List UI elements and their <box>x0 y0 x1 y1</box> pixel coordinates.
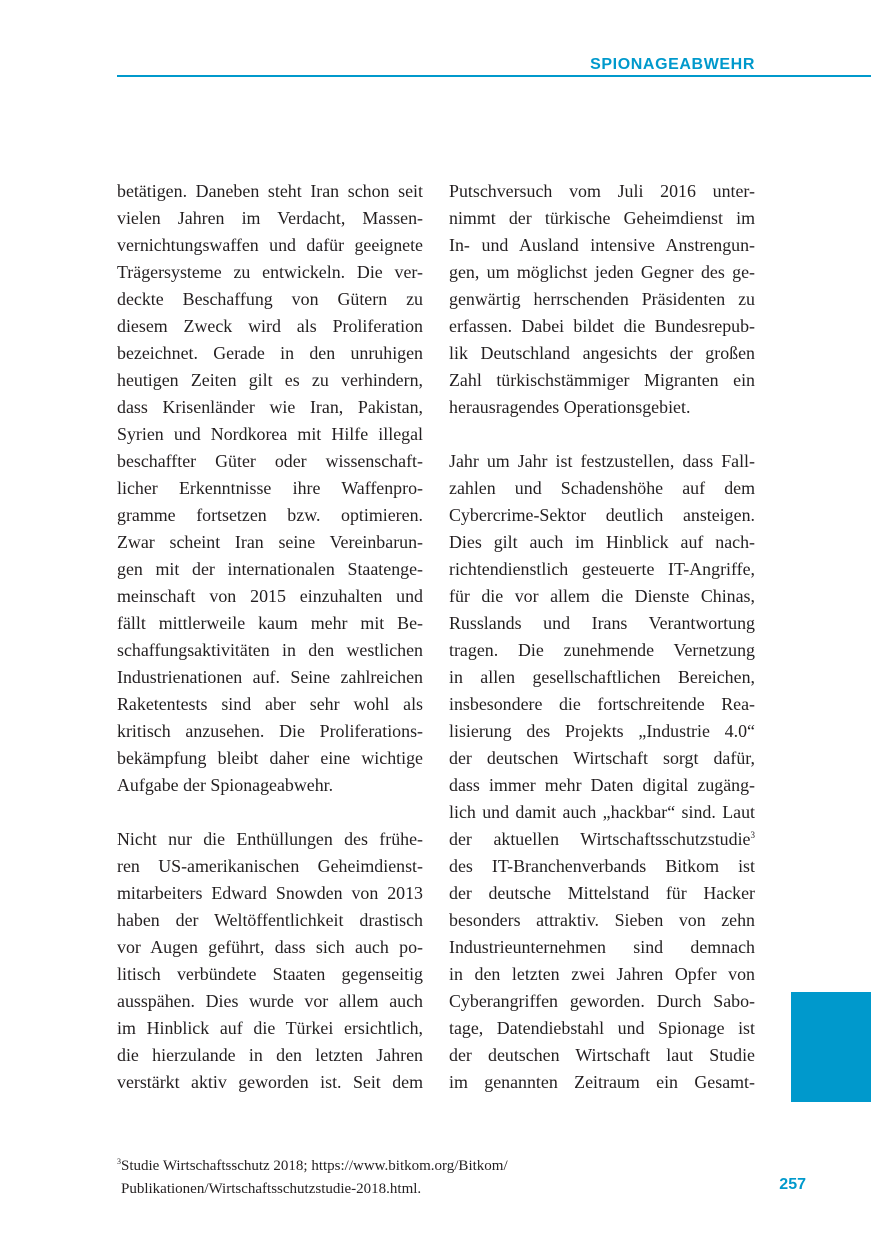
text-line: der deutschen Wirtschaft sorgt dafür, <box>449 748 755 768</box>
left-paragraph-1 <box>117 178 423 799</box>
left-paragraph-2 <box>117 826 423 1096</box>
text-line: in allen gesellschaftlichen Bereichen, <box>449 667 755 687</box>
text-line: richtendienstlich gesteuerte IT-Angriffe, <box>449 559 755 579</box>
text-line: Industrieunternehmen sind demnach <box>449 937 755 957</box>
text-line: Nicht nur die Enthüllungen des frühe- <box>117 829 423 849</box>
text-line: Russlands und Irans Verantwortung <box>449 613 755 633</box>
text-line: die hierzulande in den letzten Jahren <box>117 1045 423 1065</box>
text-line: Raketentests sind aber sehr wohl als <box>117 694 423 714</box>
text-line: lisierung des Projekts „Industrie 4.0“ <box>449 721 755 741</box>
text-line: fällt mittlerweile kaum mehr mit Be- <box>117 613 423 633</box>
footnote <box>117 1155 508 1201</box>
text-line: ren US-amerikanischen Geheimdienst- <box>117 856 423 876</box>
text-line: im genannten Zeitraum ein Gesamt- <box>449 1072 755 1092</box>
text-line: erfassen. Dabei bildet die Bundesrepub- <box>449 316 755 336</box>
text-line: besonders attraktiv. Sieben von zehn <box>449 910 755 930</box>
text-line: bezeichnet. Gerade in den unruhigen <box>117 343 423 363</box>
text-line: in den letzten zwei Jahren Opfer von <box>449 964 755 984</box>
text-line: Zahl türkischstämmiger Migranten ein <box>449 370 755 390</box>
right-paragraph-1 <box>449 178 755 421</box>
text-line: gramme fortsetzen bzw. optimieren. <box>117 505 423 525</box>
text-line: litisch verbündete Staaten gegenseitig <box>117 964 423 984</box>
text-line: meinschaft von 2015 einzuhalten und <box>117 586 423 606</box>
text-line: Aufgabe der Spionageabwehr. <box>117 775 334 795</box>
text-line: der deutsche Mittelstand für Hacker <box>449 883 755 903</box>
text-line: haben der Weltöffentlichkeit drastisch <box>117 910 423 930</box>
chapter-side-tab <box>791 992 871 1102</box>
text-line: der deutschen Wirtschaft laut Studie <box>449 1045 755 1065</box>
text-line: des IT-Branchenverbands Bitkom ist <box>449 856 755 876</box>
text-line: vielen Jahren im Verdacht, Massen- <box>117 208 423 228</box>
text-line: lich und damit auch „hackbar“ sind. Laut <box>449 802 755 822</box>
footnote-marker: 3 <box>117 1157 121 1166</box>
text-line-with-footnote <box>449 826 755 853</box>
text-line: deckte Beschaffung von Gütern zu <box>117 289 423 309</box>
text-line: beschaffter Güter oder wissenschaft- <box>117 451 423 471</box>
right-paragraph-2 <box>449 448 755 1096</box>
text-line: zahlen und Schadenshöhe auf dem <box>449 478 755 498</box>
text-line: kritisch anzusehen. Die Proliferations- <box>117 721 423 741</box>
text-line: insbesondere die fortschreitende Rea- <box>449 694 755 714</box>
text-line: für die vor allem die Dienste Chinas, <box>449 586 755 606</box>
text-line: nimmt der türkische Geheimdienst im <box>449 208 755 228</box>
text-line: herausragendes Operationsgebiet. <box>449 397 691 417</box>
text-line: heutigen Zeiten gilt es zu verhindern, <box>117 370 423 390</box>
text-line: lik Deutschland angesichts der großen <box>449 343 755 363</box>
text-line: vor Augen geführt, dass sich auch po- <box>117 937 423 957</box>
text-line: Jahr um Jahr ist festzustellen, dass Fall- <box>449 451 755 471</box>
text-line: gen, um möglichst jeden Gegner des ge- <box>449 262 755 282</box>
left-column <box>117 178 423 1123</box>
right-column <box>449 178 755 1123</box>
text-line: Trägersysteme zu entwickeln. Die ver- <box>117 262 423 282</box>
footnote-text: Studie Wirtschaftsschutz 2018; https://www.bitkom.org/Bitkom/ <box>121 1158 508 1174</box>
header-rule <box>117 75 871 77</box>
text-line: im Hinblick auf die Türkei ersichtlich, <box>117 1018 423 1038</box>
text-line: gen mit der internationalen Staatenge- <box>117 559 423 579</box>
text-line: Cybercrime-Sektor deutlich ansteigen. <box>449 505 755 525</box>
page-number: 257 <box>779 1176 806 1193</box>
text-line: Cyberangriffen geworden. Durch Sabo- <box>449 991 755 1011</box>
text-line: In- und Ausland intensive Anstrengun- <box>449 235 755 255</box>
text-line: Syrien und Nordkorea mit Hilfe illegal <box>117 424 423 444</box>
text-line: ausspähen. Dies wurde vor allem auch <box>117 991 423 1011</box>
text-line: Industrienationen auf. Seine zahlreichen <box>117 667 423 687</box>
text-line: betätigen. Daneben steht Iran schon seit <box>117 181 423 201</box>
text-line: dass Krisenländer wie Iran, Pakistan, <box>117 397 423 417</box>
text-line: Putschversuch vom Juli 2016 unter- <box>449 181 755 201</box>
footnote-line-1 <box>117 1155 508 1178</box>
running-header-title: SPIONAGEABWEHR <box>590 56 755 73</box>
footnote-reference: 3 <box>750 830 755 840</box>
text-line: tragen. Die zunehmende Vernetzung <box>449 640 755 660</box>
text-line: tage, Datendiebstahl und Spionage ist <box>449 1018 755 1038</box>
text-line: verstärkt aktiv geworden ist. Seit dem <box>117 1072 423 1092</box>
text-line: licher Erkenntnisse ihre Waffenpro- <box>117 478 423 498</box>
footnote-line-2: Publikationen/Wirtschaftsschutzstudie-2018.html. <box>121 1181 422 1197</box>
text-line: bekämpfung bleibt daher eine wichtige <box>117 748 423 768</box>
text-line: schaffungsaktivitäten in den westlichen <box>117 640 423 660</box>
text-line: Dies gilt auch im Hinblick auf nach- <box>449 532 755 552</box>
text-line: mitarbeiters Edward Snowden von 2013 <box>117 883 423 903</box>
text-line: dass immer mehr Daten digital zugäng- <box>449 775 755 795</box>
text-line: Zwar scheint Iran seine Vereinbarun- <box>117 532 423 552</box>
text-line: genwärtig herrschenden Präsidenten zu <box>449 289 755 309</box>
text-line: vernichtungswaffen und dafür geeignete <box>117 235 423 255</box>
text-line-content: der aktuellen Wirtschaftsschutzstudie <box>449 829 751 849</box>
text-line: diesem Zweck wird als Proliferation <box>117 316 423 336</box>
